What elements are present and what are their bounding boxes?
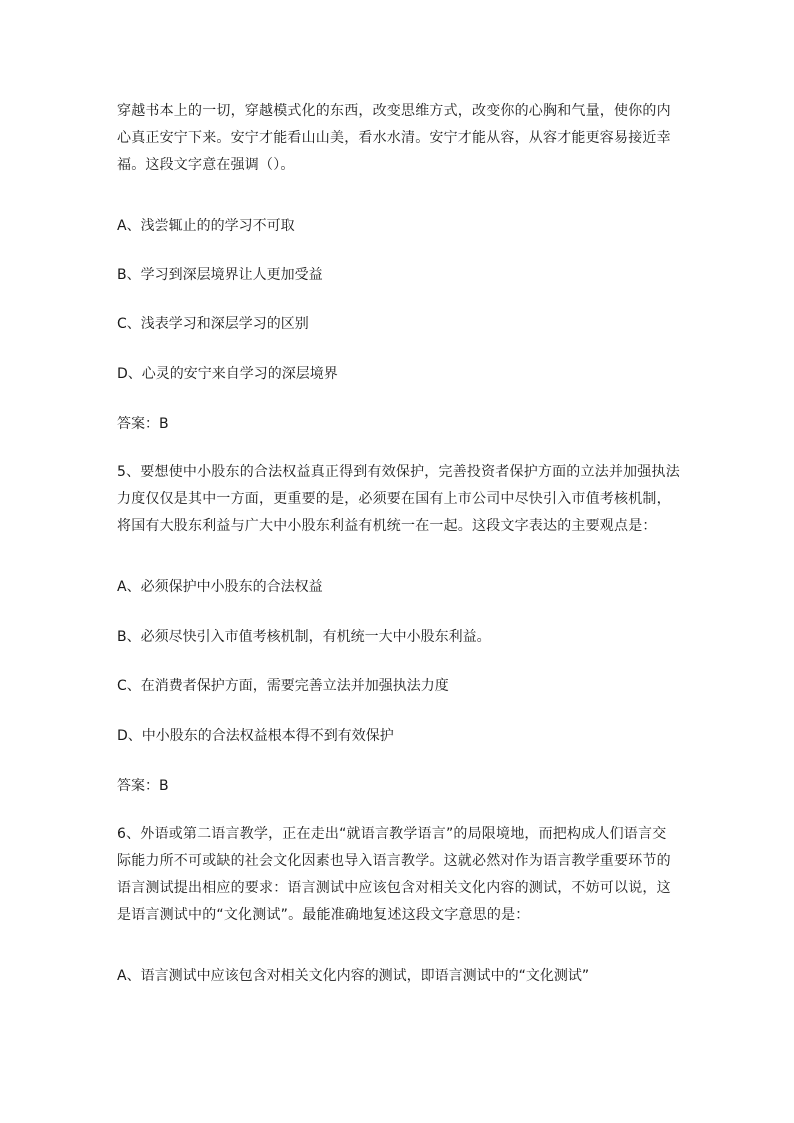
q5-option-d: D、中小股东的合法权益根本得不到有效保护	[117, 728, 394, 744]
q4-option-a: A、浅尝辄止的的学习不可取	[117, 218, 295, 234]
question-6-stem	[117, 821, 677, 929]
q4-option-c: C、浅表学习和深层学习的区别	[117, 316, 309, 332]
q5-option-a: A、必须保护中小股东的合法权益	[117, 579, 323, 595]
question-line: 5、要想使中小股东的合法权益真正得到有效保护，完善投资者保护方面的立法并加强执法	[117, 464, 680, 480]
q5-option-c: C、在消费者保护方面，需要完善立法并加强执法力度	[117, 678, 449, 694]
q6-option-a: A、语言测试中应该包含对相关文化内容的测试，即语言测试中的“文化测试”	[117, 968, 590, 984]
q4-answer: 答案：B	[117, 416, 169, 432]
q4-option-d: D、心灵的安宁来自学习的深层境界	[117, 366, 338, 382]
passage-line: 福。这段文字意在强调（）。	[117, 157, 295, 173]
question-line: 是语言测试中的“文化测试”。最能准确地复述这段文字意思的是：	[117, 907, 530, 923]
question-line: 力度仅仅是其中一方面，更重要的是，必须要在国有上市公司中尽快引入市值考核机制，	[117, 491, 671, 507]
question-line: 6、外语或第二语言教学，正在走出“就语言教学语言”的局限境地，而把构成人们语言交	[117, 826, 667, 842]
q4-option-b: B、学习到深层境界让人更加受益	[117, 267, 323, 283]
question-line: 将国有大股东利益与广大中小股东利益有机统一在一起。这段文字表达的主要观点是：	[117, 518, 657, 534]
question-line: 际能力所不可或缺的社会文化因素也导入语言教学。这就必然对作为语言教学重要环节的	[117, 853, 671, 869]
q5-option-b: B、必须尽快引入市值考核机制，有机统一大中小股东利益。	[117, 629, 491, 645]
q5-answer: 答案：B	[117, 778, 169, 794]
question-5-stem	[117, 459, 680, 540]
passage-line: 心真正安宁下来。安宁才能看山山美，看水水清。安宁才能从容，从容才能更容易接近幸	[117, 130, 671, 146]
passage-line: 穿越书本上的一切，穿越模式化的东西，改变思维方式，改变你的心胸和气量，使你的内	[117, 103, 671, 119]
question-line: 语言测试提出相应的要求：语言测试中应该包含对相关文化内容的测试，不妨可以说，这	[117, 880, 671, 896]
question-4-passage	[117, 98, 677, 179]
